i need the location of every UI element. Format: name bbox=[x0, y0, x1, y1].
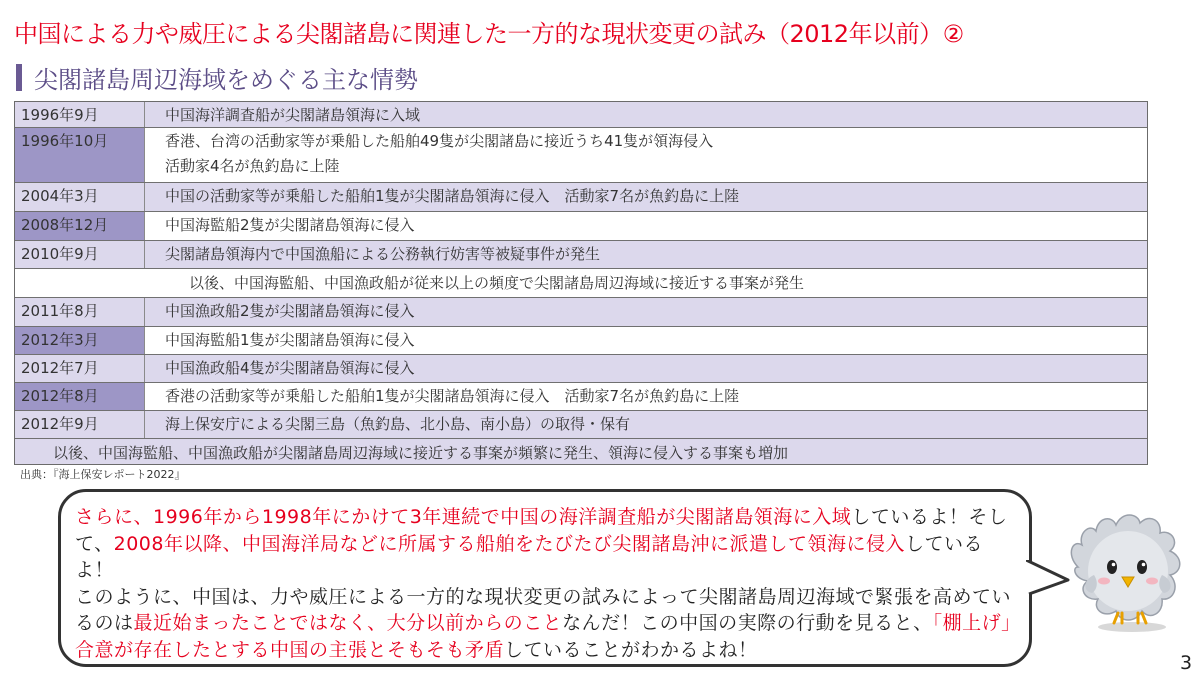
row-date: 2012年7月 bbox=[15, 355, 145, 382]
timeline-table bbox=[14, 101, 1148, 465]
row-date: 2004年3月 bbox=[15, 183, 145, 211]
source-citation: 出典：『海上保安レポート2022』 bbox=[20, 468, 186, 481]
bubble-text: なんだ！この中国の実際の行動を見ると、 bbox=[562, 612, 933, 634]
bubble-highlight: さらに、1996年から1998年にかけて3年連続で中国の海洋調査船が尖閣諸島領海に入域 bbox=[75, 506, 852, 528]
table-row bbox=[15, 127, 1147, 182]
heading-bar bbox=[16, 64, 22, 91]
row-text: 中国の活動家等が乗船した船舶1隻が尖閣諸島領海に侵入 活動家7名が魚釣島に上陸 bbox=[165, 187, 740, 205]
row-note: 以後、中国海監船、中国漁政船が従来以上の頻度で尖閣諸島周辺海域に接近する事案が発生 bbox=[189, 274, 805, 292]
row-text: 中国漁政船2隻が尖閣諸島領海に侵入 bbox=[165, 302, 415, 320]
row-text: 香港、台湾の活動家等が乗船した船舶49隻が尖閣諸島に接近うち41隻が領海侵入 bbox=[165, 132, 714, 150]
table-row bbox=[15, 297, 1147, 326]
bubble-text: しているよ！ bbox=[75, 532, 983, 581]
table-row bbox=[15, 326, 1147, 354]
section-title: 尖閣諸島周辺海域をめぐる主な情勢 bbox=[34, 65, 418, 94]
table-note-row bbox=[15, 438, 1147, 465]
bubble-highlight: 最近始まったことではなく、大分以前からのこと bbox=[133, 612, 563, 634]
page-title: 中国による力や威圧による尖閣諸島に関連した一方的な現状変更の試み（2012年以前）② bbox=[14, 20, 964, 48]
row-text: 海上保安庁による尖閣三島（魚釣島、北小島、南小島）の取得・保有 bbox=[165, 415, 631, 433]
row-text: 尖閣諸島領海内で中国漁船による公務執行妨害等被疑事件が発生 bbox=[165, 245, 601, 263]
bubble-highlight: 2008年以降、中国海洋局などに所属する船舶をたびたび尖閣諸島沖に派遣して領海に侵入 bbox=[113, 532, 905, 555]
table-row bbox=[15, 240, 1147, 268]
row-text: 中国海洋調査船が尖閣諸島領海に入域 bbox=[165, 106, 421, 124]
row-text: 中国海監船1隻が尖閣諸島領海に侵入 bbox=[165, 331, 415, 349]
table-row bbox=[15, 410, 1147, 438]
speech-bubble bbox=[58, 489, 1032, 667]
bubble-highlight: 「棚上げ」合意が存在したとする中国の主張とそもそも矛盾 bbox=[75, 612, 1012, 661]
row-date: 2012年3月 bbox=[15, 327, 145, 354]
row-date: 1996年9月 bbox=[15, 102, 145, 127]
row-date: 2008年12月 bbox=[15, 212, 145, 240]
row-text: 中国海監船2隻が尖閣諸島領海に侵入 bbox=[165, 216, 415, 234]
row-text: 中国漁政船4隻が尖閣諸島領海に侵入 bbox=[165, 359, 415, 377]
row-date: 2011年8月 bbox=[15, 298, 145, 326]
table-row bbox=[15, 354, 1147, 382]
row-date: 2012年9月 bbox=[15, 411, 145, 438]
bubble-text: していることがわかるよね！ bbox=[504, 638, 758, 661]
table-row bbox=[15, 211, 1147, 240]
row-date: 2010年9月 bbox=[15, 241, 145, 268]
table-row bbox=[15, 102, 1147, 127]
table-row bbox=[15, 382, 1147, 410]
row-date: 1996年10月 bbox=[15, 128, 145, 182]
row-date: 2012年8月 bbox=[15, 383, 145, 410]
page-number: 3 bbox=[1180, 652, 1193, 674]
bubble-text: しているよ！そして、 bbox=[75, 506, 1008, 555]
table-note-row bbox=[15, 268, 1147, 297]
row-note: 以後、中国海監船、中国漁政船が尖閣諸島周辺海域に接近する事案が頻繁に発生、領海に侵入する事案も増加 bbox=[53, 444, 789, 462]
bird-mascot-icon bbox=[1064, 505, 1194, 635]
bubble-text: このように、中国は、力や威圧による一方的な現状変更の試みによって尖閣諸島周辺海域で緊張を高めているのは bbox=[75, 585, 1012, 634]
row-text: 香港の活動家等が乗船した船舶1隻が尖閣諸島領海に侵入 活動家7名が魚釣島に上陸 bbox=[165, 387, 740, 405]
section-heading bbox=[16, 62, 418, 92]
table-row bbox=[15, 182, 1147, 211]
row-text-2: 活動家4名が魚釣島に上陸 bbox=[165, 157, 340, 175]
